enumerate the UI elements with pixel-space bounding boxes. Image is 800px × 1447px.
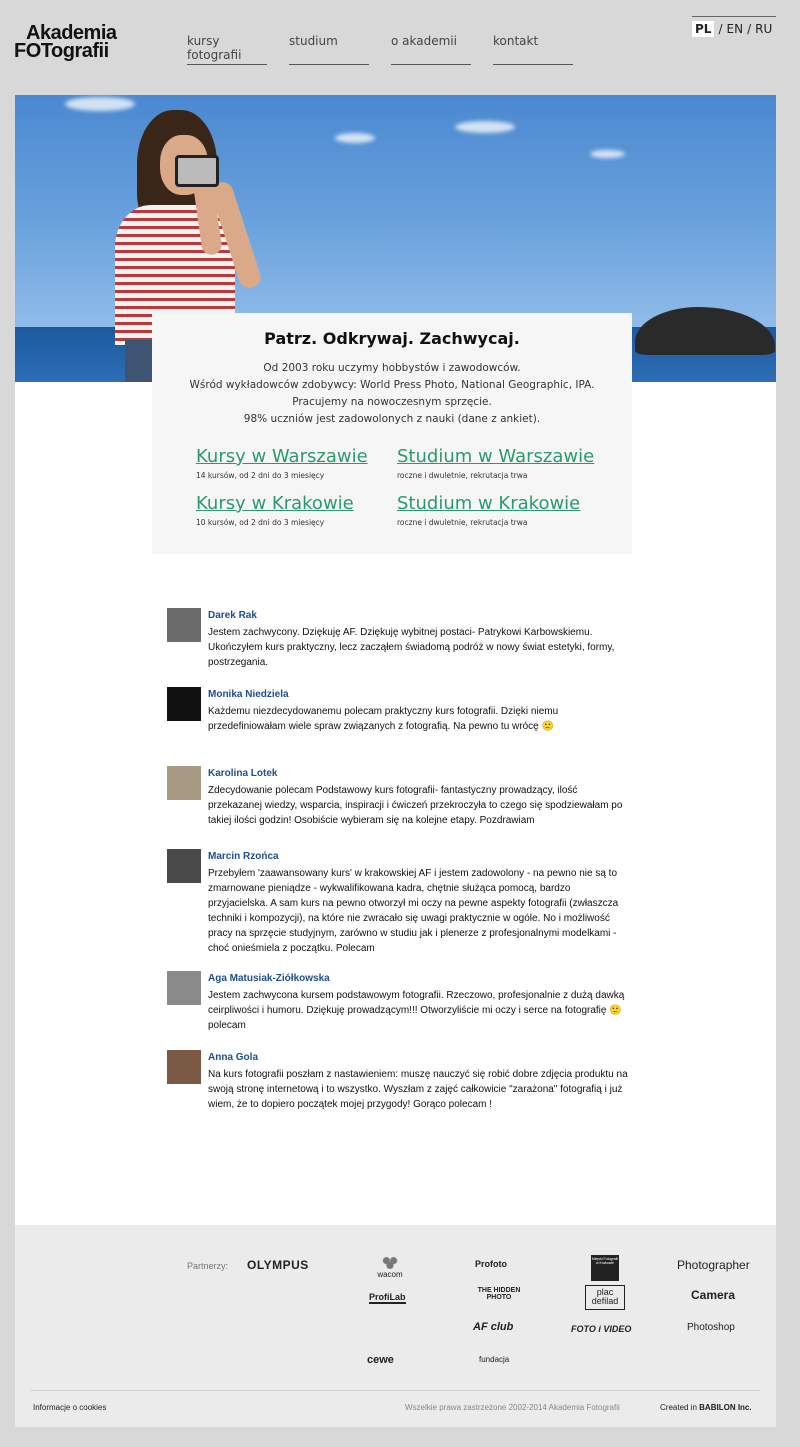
copyright: Wszelkie prawa zastrzeżone 2002-2014 Akademia Fotografii	[405, 1403, 620, 1412]
avatar	[167, 849, 201, 883]
link-cell	[196, 493, 354, 527]
testimonial-text: Przebyłem 'zaawansowany kurs' w krakowskiej AF i jestem zadowolony - na pewno nie są to zmarnowane pieniądze - wykwalifikowana kadra, chętnie służąca pomocą, bardzo przyjacielska. A sam kurs na pewno otworzył mi oczy na pewne aspekty fotografii (zwłaszcza techniki i kompozycji), na które nie zwracało się uwagi praktycznie w ogóle. No i możliwość pracy na sprzęcie studyjnym, zarówno w studiu jak i plenerze z profesjonalnymi modelkami - choć onieśmiela z początku. Polecam	[208, 868, 619, 954]
testimonial-text: Jestem zachwycona kursem podstawowym fotografii. Rzeczowo, profesjonalnie z dużą dawką ceirpliwości i humoru. Dziękuję prowadzącym!!! Otworzyliście mi oczy i serce na fotografię 🙂 polecam	[208, 990, 625, 1031]
nav-kontakt[interactable]: kontakt	[493, 34, 573, 65]
site-logo[interactable]	[14, 22, 129, 64]
testimonial-text: Zdecydowanie polecam Podstawowy kurs fotografii- fantastyczny prowadzący, ilość przekazanej wiedzy, wsparcia, inspiracji i ćwiczeń przekroczyła to czego się spodziewałam po takiej ilości godzin! Osobiście wybieram się na kolejne etapy. Pozdrawiam	[208, 785, 623, 826]
link-cell	[397, 446, 594, 480]
cookies-link[interactable]: Informacje o cookies	[33, 1403, 107, 1412]
partner-logo-wacom-label: wacom	[377, 1270, 403, 1279]
partner-logo-miejski[interactable]: Miejski Fotografii w Krakowie	[591, 1255, 619, 1281]
lang-separator: /	[718, 22, 723, 36]
lang-en[interactable]: EN	[726, 22, 744, 36]
created-by-company: BABILON Inc.	[699, 1403, 752, 1412]
cloud	[455, 121, 515, 133]
link-subtitle: 10 kursów, od 2 dni do 3 miesięcy	[196, 518, 325, 527]
testimonial-author[interactable]: Darek Rak	[208, 610, 257, 621]
cloud	[590, 150, 625, 158]
created-prefix: Created in	[660, 1403, 697, 1412]
partner-logo-camera[interactable]: Camera	[691, 1288, 736, 1302]
testimonial-author[interactable]: Monika Niedziela	[208, 689, 289, 700]
partner-logo-wacom[interactable]	[375, 1255, 405, 1279]
testimonial-author[interactable]: Aga Matusiak-Ziółkowska	[208, 973, 330, 984]
link-cell	[397, 493, 580, 527]
partner-logo-plac-defilad[interactable]: plac defilad	[585, 1285, 625, 1310]
avatar	[167, 766, 201, 800]
partner-logo-afclub[interactable]: AF club	[473, 1321, 514, 1333]
footer-divider	[30, 1390, 760, 1391]
link-subtitle: 14 kursów, od 2 dni do 3 miesięcy	[196, 471, 325, 480]
camera-icon	[175, 155, 219, 187]
link-subtitle: roczne i dwuletnie, rekrutacja trwa	[397, 471, 528, 480]
partner-logo-fundacja[interactable]: fundacja	[479, 1355, 510, 1364]
nav-o-akademii[interactable]: o akademii	[391, 34, 471, 65]
intro-line: Pracujemy na nowoczesnym sprzęcie.	[292, 396, 492, 408]
rock	[635, 307, 775, 355]
footer	[15, 1225, 776, 1427]
cloud	[335, 133, 375, 143]
link-kursy-warszawa[interactable]: Kursy w Warszawie	[196, 446, 368, 467]
intro-text	[152, 360, 632, 428]
nav-kursy[interactable]: kursy fotografii	[187, 34, 267, 65]
link-studium-warszawa[interactable]: Studium w Warszawie	[397, 446, 595, 467]
intro-line: Wśród wykładowców zdobywcy: World Press Photo, National Geographic, IPA.	[189, 379, 595, 391]
language-switcher	[692, 16, 776, 37]
partner-logo-profilab[interactable]: ProfiLab	[369, 1293, 406, 1304]
avatar	[167, 608, 201, 642]
logo-line1: Akademia	[26, 22, 117, 44]
intro-headline: Patrz. Odkrywaj. Zachwycaj.	[264, 329, 520, 348]
lang-pl[interactable]: PL	[692, 21, 714, 37]
link-studium-krakow[interactable]: Studium w Krakowie	[397, 493, 581, 514]
partner-logo-profoto[interactable]: Profoto	[475, 1259, 507, 1269]
partners-label: Partnerzy:	[187, 1261, 229, 1271]
main-nav	[187, 34, 595, 65]
intro-line: Od 2003 roku uczymy hobbystów i zawodowców.	[263, 362, 521, 374]
lang-separator: /	[747, 22, 752, 36]
link-cell	[196, 446, 368, 480]
created-by[interactable]	[660, 1403, 752, 1412]
link-subtitle: roczne i dwuletnie, rekrutacja trwa	[397, 518, 528, 527]
avatar	[167, 687, 201, 721]
partner-logo-olympus[interactable]: OLYMPUS	[247, 1258, 309, 1272]
link-kursy-krakow[interactable]: Kursy w Krakowie	[196, 493, 354, 514]
lang-ru[interactable]: RU	[755, 22, 773, 36]
partner-logo-photoshop[interactable]: Photoshop	[687, 1322, 735, 1333]
testimonial-text: Każdemu niezdecydowanemu polecam praktyczny kurs fotografii. Dzięki niemu przedefiniowałam wiele spraw związanych z fotografią. Na pewno tu wrócę 🙂	[208, 706, 559, 732]
testimonial-author[interactable]: Marcin Rzońca	[208, 851, 279, 862]
intro-box	[152, 313, 632, 554]
partner-logo-photographer[interactable]: Photographer	[677, 1258, 750, 1272]
cloud	[65, 97, 135, 111]
avatar	[167, 971, 201, 1005]
logo-line2: FOTografii	[14, 40, 109, 62]
nav-studium[interactable]: studium	[289, 34, 369, 65]
testimonial-author[interactable]: Karolina Lotek	[208, 768, 278, 779]
partner-logo-hidden-photo[interactable]: THE HIDDEN PHOTO	[477, 1287, 521, 1302]
testimonial-author[interactable]: Anna Gola	[208, 1052, 259, 1063]
partner-logo-cewe[interactable]: cewe	[367, 1354, 394, 1366]
testimonial-text: Na kurs fotografii poszłam z nastawieniem: muszę nauczyć się robić dobre zdjęcia produktu na swoją stronę internetową i to wszystko. Wyszłam z zajęć całkowicie "zarażona" fotografią i już wiem, że to dopiero początek mojej przygody! Gorąco polecam !	[208, 1069, 628, 1110]
avatar	[167, 1050, 201, 1084]
partner-logo-foto-video[interactable]: FOTO i VIDEO	[571, 1324, 632, 1334]
intro-line: 98% uczniów jest zadowolonych z nauki (dane z ankiet).	[243, 413, 541, 425]
wacom-icon	[381, 1255, 399, 1269]
testimonial-text: Jestem zachwycony. Dziękuję AF. Dziękuję wybitnej postaci- Patrykowi Karbowskiemu. Ukończyłem kurs praktyczny, lecz zacząłem świadomą podróż w nowy świat estetyki, formy, postrzegania.	[208, 627, 615, 668]
